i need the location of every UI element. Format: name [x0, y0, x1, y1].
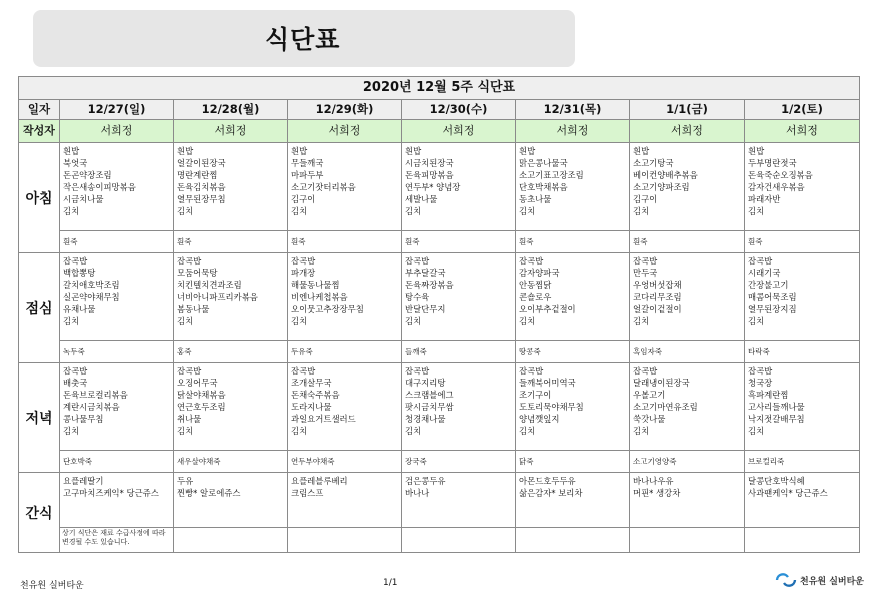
menu-item: 잡곡밥: [63, 256, 88, 266]
menu-item: 조기구이: [519, 390, 552, 400]
menu-item: 삶은감자* 보리차: [519, 488, 583, 498]
menu-item: 코다리무조림: [633, 292, 682, 302]
menu-item: 고사리들깨나물: [748, 402, 805, 412]
menu-item: 김치: [748, 426, 765, 436]
menu-item: 얼갈이겉절이: [633, 304, 682, 314]
menu-item: 조개살무국: [291, 378, 332, 388]
menu-item: 반달단무지: [405, 304, 446, 314]
porridge-cell: 닭죽: [516, 451, 630, 473]
menu-item: 탕수육: [405, 292, 430, 302]
menu-item: 쑥갓나물: [633, 414, 666, 424]
empty-cell: [402, 528, 516, 553]
menu-item: 과일요거트샐러드: [291, 414, 356, 424]
menu-item: 우볼고기: [633, 390, 666, 400]
menu-item: 소고기표고장조림: [519, 170, 584, 180]
menu-item: 감자건새우볶음: [748, 182, 805, 192]
menu-cell: [745, 253, 860, 341]
meal-items-row: [19, 253, 860, 341]
porridge-cell: 흰죽: [288, 231, 402, 253]
menu-cell: [288, 363, 402, 451]
author-label: 작성자: [19, 120, 60, 143]
porridge-cell: 소고기영양죽: [630, 451, 745, 473]
menu-item: 부추달갈국: [405, 268, 446, 278]
logo-icon: [775, 572, 797, 588]
author-row: [19, 120, 860, 143]
meal-items-row: [19, 473, 860, 528]
menu-item: 검은콩두유: [405, 476, 446, 486]
date-cell: 12/28(월): [174, 100, 288, 120]
meal-porridge-row: [19, 231, 860, 253]
menu-item: 소고기잣터리볶음: [291, 182, 356, 192]
menu-item: 잡곡밥: [748, 366, 773, 376]
menu-item: 시금치된장국: [405, 158, 454, 168]
menu-cell: [630, 363, 745, 451]
menu-cell: [174, 143, 288, 231]
porridge-cell: 브로컬리죽: [745, 451, 860, 473]
menu-item: 잡곡밥: [405, 256, 430, 266]
menu-item: 대구지리탕: [405, 378, 446, 388]
menu-item: 단호박채볶음: [519, 182, 568, 192]
menu-item: 김치: [748, 206, 765, 216]
menu-item: 안동찜닭: [519, 280, 552, 290]
menu-cell: [60, 473, 174, 528]
menu-item: 팟시금치무쌈: [405, 402, 454, 412]
meal-items-row: [19, 143, 860, 231]
porridge-cell: 흰죽: [174, 231, 288, 253]
menu-item: 스크램블에그: [405, 390, 454, 400]
menu-item: 잡곡밥: [519, 256, 544, 266]
menu-item: 열무된장무침: [177, 194, 226, 204]
porridge-cell: 홍죽: [174, 341, 288, 363]
author-cell: 서희정: [402, 120, 516, 143]
menu-item: 머핀* 생강차: [633, 488, 681, 498]
menu-item: 파래자반: [748, 194, 781, 204]
menu-item: 잡곡밥: [63, 366, 88, 376]
menu-item: 유채나물: [63, 304, 96, 314]
menu-item: 김구이: [291, 194, 316, 204]
meal-label: 아침: [19, 143, 60, 253]
menu-cell: [745, 143, 860, 231]
meal-porridge-row: [19, 528, 860, 553]
porridge-cell: 새우살야채죽: [174, 451, 288, 473]
porridge-cell: 흰죽: [745, 231, 860, 253]
menu-item: 맑은콩나물국: [519, 158, 568, 168]
menu-item: 연두부* 양념장: [405, 182, 461, 192]
author-cell: 서희정: [745, 120, 860, 143]
menu-item: 감자양파국: [519, 268, 560, 278]
menu-item: 세발나물: [405, 194, 438, 204]
menu-item: 김치: [519, 426, 536, 436]
date-cell: 1/2(토): [745, 100, 860, 120]
menu-item: 흑파계란찜: [748, 390, 789, 400]
menu-table: [18, 76, 860, 553]
footer-org: 천유원 실버타운: [20, 581, 84, 591]
menu-item: 김치: [177, 316, 194, 326]
empty-cell: [174, 528, 288, 553]
porridge-cell: 흑임자죽: [630, 341, 745, 363]
menu-cell: [288, 143, 402, 231]
menu-item: 파개장: [291, 268, 316, 278]
porridge-cell: 장국죽: [402, 451, 516, 473]
menu-cell: [630, 143, 745, 231]
menu-item: 청경채나물: [405, 414, 446, 424]
menu-item: 양념깻잎지: [519, 414, 560, 424]
menu-item: 동초나물: [519, 194, 552, 204]
page-title: 식단표: [265, 25, 341, 54]
menu-item: 모둠어묵탕: [177, 268, 218, 278]
menu-item: 오이부추겉절이: [519, 304, 576, 314]
menu-item: 김치: [63, 426, 80, 436]
menu-item: 계란시금치볶음: [63, 402, 120, 412]
menu-item: 연근호두조림: [177, 402, 226, 412]
author-cell: 서희정: [174, 120, 288, 143]
menu-cell: [402, 473, 516, 528]
menu-item: 소고기탕국: [633, 158, 674, 168]
menu-item: 김치: [748, 316, 765, 326]
meal-porridge-row: [19, 451, 860, 473]
author-cell: 서희정: [630, 120, 745, 143]
menu-item: 백합뽕탕: [63, 268, 96, 278]
menu-item: 배춧국: [63, 378, 88, 388]
menu-item: 북엇국: [63, 158, 88, 168]
empty-cell: [745, 528, 860, 553]
menu-item: 봄동나물: [177, 304, 210, 314]
date-cell: 12/30(수): [402, 100, 516, 120]
logo-text: 천유원 실버타운: [800, 576, 864, 587]
menu-cell: [288, 253, 402, 341]
menu-item: 바나나: [405, 488, 430, 498]
menu-item: 돈채숙주볶음: [291, 390, 340, 400]
menu-item: 흰밥: [405, 146, 422, 156]
table-caption: 2020년 12월 5주 식단표: [19, 77, 860, 100]
menu-cell: [402, 363, 516, 451]
author-cell: 서희정: [288, 120, 402, 143]
menu-item: 잡곡밥: [405, 366, 430, 376]
menu-item: 흰밥: [748, 146, 765, 156]
menu-item: 너비아니파프리카볶음: [177, 292, 258, 302]
menu-cell: [174, 363, 288, 451]
menu-cell: [288, 473, 402, 528]
menu-item: 잡곡밥: [177, 256, 202, 266]
meal-label: 점심: [19, 253, 60, 363]
empty-cell: [288, 528, 402, 553]
menu-item: 흰밥: [177, 146, 194, 156]
menu-item: 김치: [291, 206, 308, 216]
menu-item: 두부명란젓국: [748, 158, 797, 168]
menu-item: 잡곡밥: [291, 366, 316, 376]
menu-item: 김구이: [633, 194, 658, 204]
date-label: 일자: [19, 100, 60, 120]
menu-item: 잡곡밥: [519, 366, 544, 376]
menu-item: 김치: [63, 316, 80, 326]
menu-item: 돈육짜장볶음: [405, 280, 454, 290]
menu-item: 바나나우유: [633, 476, 674, 486]
menu-item: 잡곡밥: [633, 256, 658, 266]
meal-label: 저녁: [19, 363, 60, 473]
menu-item: 돈곤약장조림: [63, 170, 112, 180]
porridge-cell: 땅콩죽: [516, 341, 630, 363]
menu-item: 김치: [405, 316, 422, 326]
menu-cell: [745, 363, 860, 451]
menu-item: 달콩단호박식혜: [748, 476, 805, 486]
porridge-cell: 흰죽: [630, 231, 745, 253]
menu-cell: [174, 473, 288, 528]
date-cell: 1/1(금): [630, 100, 745, 120]
empty-cell: [516, 528, 630, 553]
menu-item: 베이컨양배추볶음: [633, 170, 698, 180]
menu-cell: [516, 363, 630, 451]
date-cell: 12/31(목): [516, 100, 630, 120]
menu-item: 김치: [405, 206, 422, 216]
empty-cell: [630, 528, 745, 553]
date-cell: 12/27(일): [60, 100, 174, 120]
menu-item: 간장불고기: [748, 280, 789, 290]
menu-item: 낙지젓갈배무침: [748, 414, 805, 424]
menu-item: 요플레딸기: [63, 476, 104, 486]
menu-item: 요플레블루베리: [291, 476, 348, 486]
menu-item: 들깨북어미역국: [519, 378, 576, 388]
porridge-cell: 흰죽: [402, 231, 516, 253]
menu-item: 콘숄로우: [519, 292, 552, 302]
menu-item: 흰밥: [63, 146, 80, 156]
menu-item: 해물동나물찜: [291, 280, 340, 290]
menu-cell: [516, 473, 630, 528]
porridge-cell: 들깨죽: [402, 341, 516, 363]
menu-item: 잡곡밥: [748, 256, 773, 266]
menu-item: 두유: [177, 476, 194, 486]
menu-item: 시금치나물: [63, 194, 104, 204]
menu-item: 김치: [291, 426, 308, 436]
menu-cell: [60, 253, 174, 341]
menu-item: 오징어무국: [177, 378, 218, 388]
org-logo: [775, 572, 864, 588]
title-box: [33, 10, 575, 67]
menu-item: 흰밥: [519, 146, 536, 156]
menu-item: 만두국: [633, 268, 658, 278]
menu-item: 김치: [63, 206, 80, 216]
menu-item: 달래냉이된장국: [633, 378, 690, 388]
menu-note: 상기 식단은 재료 수급사정에 따라 변경될 수도 있습니다.: [60, 528, 174, 553]
menu-item: 비엔나케첩볶음: [291, 292, 348, 302]
date-cell: 12/29(화): [288, 100, 402, 120]
menu-cell: [60, 143, 174, 231]
menu-item: 도라지나물: [291, 402, 332, 412]
porridge-cell: 흰죽: [516, 231, 630, 253]
menu-item: 잡곡밥: [177, 366, 202, 376]
menu-item: 취나물: [177, 414, 202, 424]
menu-item: 김치: [177, 426, 194, 436]
menu-item: 흰밥: [291, 146, 308, 156]
menu-item: 잡곡밥: [291, 256, 316, 266]
menu-cell: [745, 473, 860, 528]
menu-item: 치킨텔치견과조림: [177, 280, 242, 290]
menu-item: 도토리묵야채무침: [519, 402, 584, 412]
menu-item: 흰밥: [633, 146, 650, 156]
porridge-cell: 단호박죽: [60, 451, 174, 473]
menu-item: 매콤어묵조림: [748, 292, 797, 302]
menu-item: 시래기국: [748, 268, 781, 278]
date-row: [19, 100, 860, 120]
porridge-cell: 흰죽: [60, 231, 174, 253]
meal-label: 간식: [19, 473, 60, 553]
menu-item: 청국장: [748, 378, 773, 388]
menu-item: 아몬드호두두유: [519, 476, 576, 486]
menu-cell: [402, 253, 516, 341]
menu-cell: [630, 253, 745, 341]
menu-item: 무들깨국: [291, 158, 324, 168]
menu-item: 돈육브로컬리볶음: [63, 390, 128, 400]
menu-item: 돈육피망볶음: [405, 170, 454, 180]
menu-cell: [516, 143, 630, 231]
menu-item: 김치: [177, 206, 194, 216]
porridge-cell: 연두부야채죽: [288, 451, 402, 473]
menu-item: 김치: [633, 206, 650, 216]
page-number: 1/1: [383, 578, 398, 588]
menu-item: 김치: [519, 206, 536, 216]
menu-item: 우엉버섯잡채: [633, 280, 682, 290]
menu-item: 돈육죽순오징볶음: [748, 170, 813, 180]
menu-item: 김치: [519, 316, 536, 326]
menu-item: 명란계란찜: [177, 170, 218, 180]
menu-cell: [174, 253, 288, 341]
meal-items-row: [19, 363, 860, 451]
menu-item: 오이뭇고추장장무침: [291, 304, 364, 314]
porridge-cell: 두유죽: [288, 341, 402, 363]
menu-cell: [402, 143, 516, 231]
menu-item: 김치: [633, 316, 650, 326]
menu-cell: [60, 363, 174, 451]
porridge-cell: 녹두죽: [60, 341, 174, 363]
menu-item: 갈치애호박조림: [63, 280, 120, 290]
menu-cell: [630, 473, 745, 528]
menu-item: 김치: [405, 426, 422, 436]
menu-item: 찐빵* 알로에쥬스: [177, 488, 241, 498]
menu-item: 소고기마연유조림: [633, 402, 698, 412]
porridge-cell: 타락죽: [745, 341, 860, 363]
menu-item: 콩나물무침: [63, 414, 104, 424]
menu-item: 김치: [633, 426, 650, 436]
menu-item: 얼갈이된장국: [177, 158, 226, 168]
meal-porridge-row: [19, 341, 860, 363]
menu-item: 소고기양파조림: [633, 182, 690, 192]
menu-item: 마파두부: [291, 170, 324, 180]
author-cell: 서희정: [60, 120, 174, 143]
author-cell: 서희정: [516, 120, 630, 143]
menu-item: 잡곡밥: [633, 366, 658, 376]
menu-item: 고구마치즈케익* 당근쥬스: [63, 488, 159, 498]
menu-item: 크림스프: [291, 488, 324, 498]
menu-item: 열무된장지짐: [748, 304, 797, 314]
menu-item: 사과팬케익* 당근쥬스: [748, 488, 828, 498]
menu-item: 닭살야채볶음: [177, 390, 226, 400]
menu-item: 돈육김치볶음: [177, 182, 226, 192]
menu-item: 작은새송이피망볶음: [63, 182, 136, 192]
menu-cell: [516, 253, 630, 341]
menu-item: 김치: [291, 316, 308, 326]
menu-item: 실곤약야채무침: [63, 292, 120, 302]
